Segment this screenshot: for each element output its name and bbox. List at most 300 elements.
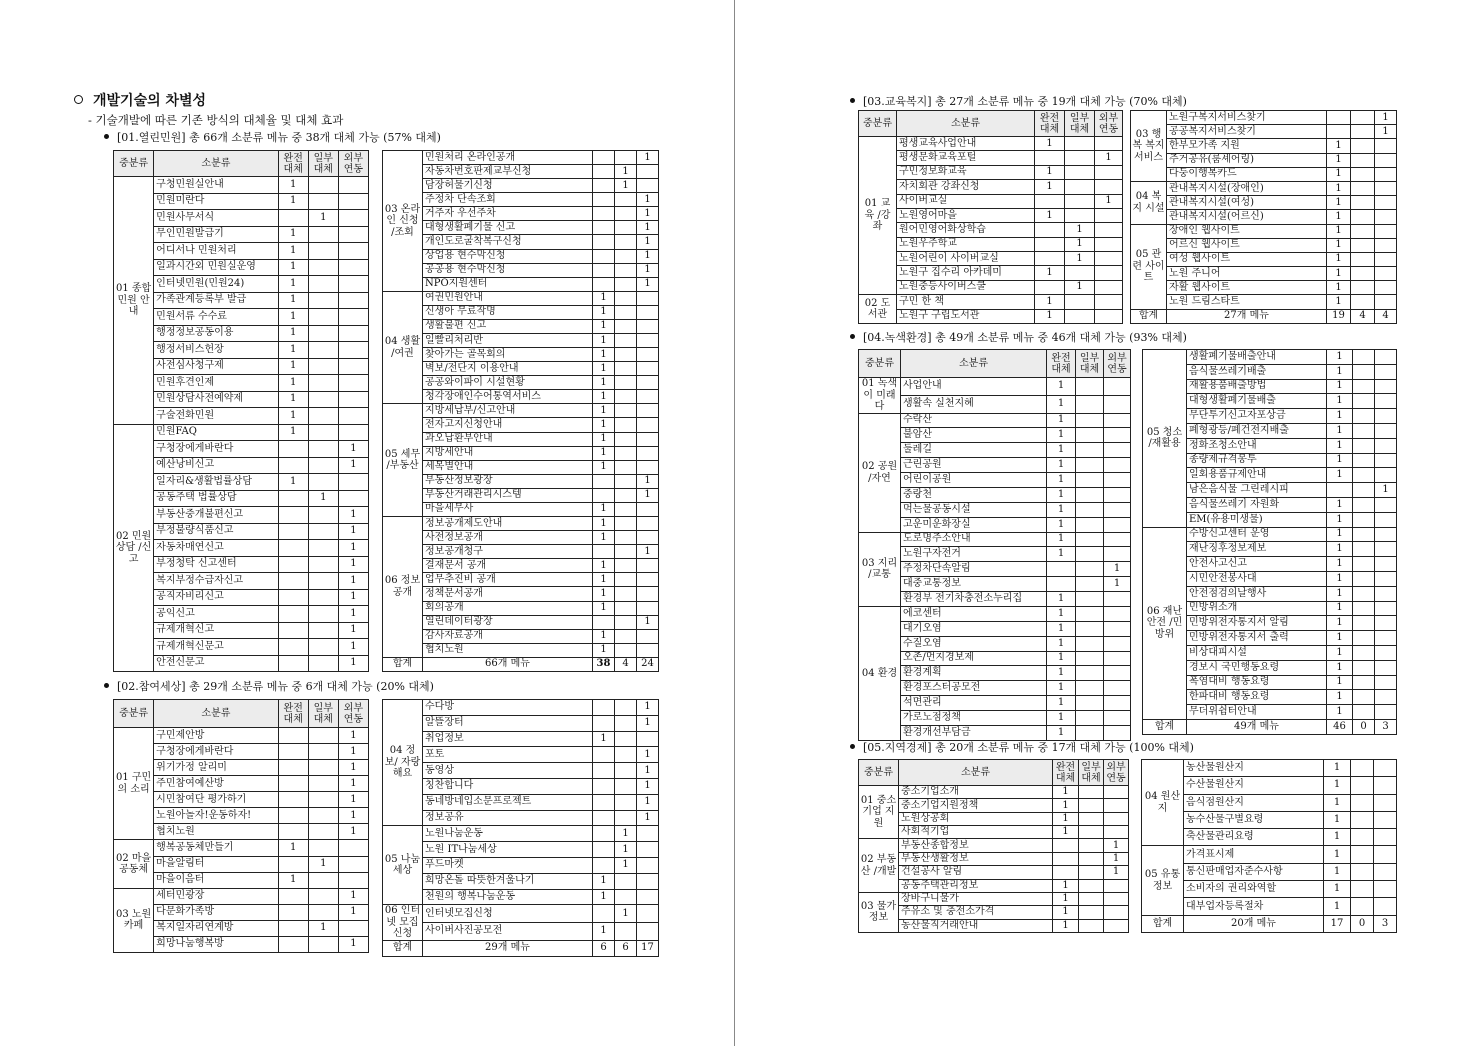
part-cell: [1079, 839, 1104, 852]
full-cell: 1: [1327, 705, 1353, 720]
item-cell: 대형생활폐기물 신고: [423, 221, 593, 235]
full-cell: 1: [1327, 350, 1353, 365]
item-cell: 민방위전자통지서 출력: [1187, 631, 1327, 646]
total-full: 6: [593, 940, 615, 956]
page-divider: [734, 0, 735, 1046]
full-cell: 1: [593, 629, 615, 643]
full-cell: 1: [593, 873, 615, 889]
total-ext: 4: [1375, 309, 1397, 323]
part-cell: [308, 358, 338, 375]
part-cell: [615, 810, 637, 826]
item-cell: 노원 주니어: [1167, 267, 1327, 281]
group-cell: 01 교육 /강좌: [859, 137, 897, 295]
full-cell: [593, 207, 615, 221]
full-cell: 1: [1047, 517, 1076, 532]
group-cell: 04 원산지: [1142, 760, 1184, 846]
full-cell: 1: [1053, 919, 1079, 932]
full-cell: 1: [593, 390, 615, 404]
part-cell: [308, 457, 338, 474]
bullet-icon: [104, 134, 109, 139]
part-cell: [1076, 395, 1104, 413]
table-header-row: [114, 151, 369, 177]
ext-cell: [637, 319, 659, 333]
ext-cell: [637, 643, 659, 657]
part-cell: [308, 276, 338, 293]
item-cell: 찾아가는 골목회의: [423, 348, 593, 362]
total-label: 합계: [1131, 309, 1167, 323]
ext-cell: [1375, 181, 1397, 195]
item-cell: 동영상: [423, 763, 593, 779]
part-cell: [1353, 527, 1375, 542]
section-caption: [104, 678, 434, 694]
table-row: [383, 794, 659, 810]
ext-cell: [338, 358, 368, 375]
table-row: [383, 615, 659, 629]
item-cell: 결재문서 공개: [423, 559, 593, 573]
item-cell: 공공와이파이 시설현황: [423, 376, 593, 390]
ext-cell: [637, 573, 659, 587]
full-cell: 1: [1047, 395, 1076, 413]
full-cell: 1: [593, 601, 615, 615]
part-cell: [1353, 586, 1375, 601]
header-full: 완전 대체: [1053, 760, 1079, 786]
item-cell: 규제개혁신문고: [154, 639, 278, 656]
total-row: [383, 940, 659, 956]
part-cell: [1076, 592, 1104, 607]
full-cell: [1035, 237, 1065, 251]
ext-cell: [1375, 252, 1397, 266]
part-cell: [308, 408, 338, 425]
ext-cell: [1104, 458, 1131, 473]
ext-cell: [338, 391, 368, 408]
ext-cell: 1: [338, 824, 368, 840]
full-cell: [278, 655, 308, 672]
table-row: [859, 378, 1131, 396]
table-header-row: [114, 700, 369, 728]
table-row: [1143, 350, 1397, 365]
item-cell: 행정정보공동이용: [154, 325, 278, 342]
ext-cell: 1: [637, 715, 659, 731]
group-cell: 05 세무 /부동산: [383, 404, 423, 517]
ext-cell: [637, 531, 659, 545]
part-cell: [308, 872, 338, 888]
full-cell: 1: [593, 923, 615, 941]
ext-cell: [637, 923, 659, 941]
ext-cell: 1: [1104, 839, 1129, 852]
ext-cell: 1: [637, 615, 659, 629]
header-group: 중분류: [859, 760, 899, 786]
full-cell: [593, 249, 615, 263]
item-cell: 다둥이행복카드: [1167, 167, 1327, 181]
full-cell: 1: [1327, 690, 1353, 705]
full-cell: [278, 824, 308, 840]
ext-cell: [637, 905, 659, 923]
item-cell: 구청장에게바란다: [154, 441, 278, 458]
menu-table-right: [1142, 349, 1397, 735]
part-cell: [615, 474, 637, 488]
full-cell: [278, 888, 308, 904]
item-cell: 민원FAQ: [154, 424, 278, 441]
full-cell: 1: [278, 292, 308, 309]
full-cell: 1: [1047, 651, 1076, 666]
part-cell: [1353, 497, 1375, 512]
full-cell: 1: [1327, 196, 1351, 210]
bullet-icon: [104, 683, 109, 688]
part-cell: [1353, 660, 1375, 675]
part-cell: [1079, 866, 1104, 879]
item-cell: 민원상담사전예약제: [154, 391, 278, 408]
part-cell: [1351, 760, 1374, 777]
table-row: [859, 532, 1131, 547]
item-cell: 환경포스터공모전: [901, 681, 1047, 696]
ext-cell: 1: [338, 441, 368, 458]
table-row: [383, 376, 659, 390]
table-row: [859, 866, 1129, 879]
table-row: [383, 559, 659, 573]
item-cell: 마을이음터: [154, 872, 278, 888]
item-cell: 노원구 구립도서관: [897, 309, 1035, 323]
item-cell: 주민참여예산방: [154, 776, 278, 792]
item-cell: 안전신문고: [154, 655, 278, 672]
total-row: [1143, 719, 1397, 734]
part-cell: [1076, 532, 1104, 547]
table-row: [383, 488, 659, 502]
part-cell: [1076, 547, 1104, 562]
part-cell: [615, 319, 637, 333]
part-cell: [1351, 210, 1375, 224]
full-cell: 1: [1327, 527, 1353, 542]
table-row: [383, 432, 659, 446]
part-cell: [308, 728, 338, 744]
ext-cell: [1104, 621, 1131, 636]
part-cell: [1351, 252, 1375, 266]
table-row: [383, 460, 659, 474]
full-cell: 1: [1324, 794, 1351, 811]
part-cell: [1065, 194, 1095, 208]
ext-cell: [1375, 295, 1397, 309]
part-cell: [308, 424, 338, 441]
item-cell: 천원의 행복나눔운동: [423, 889, 593, 905]
table-row: [383, 810, 659, 826]
part-cell: [308, 523, 338, 540]
part-cell: [615, 873, 637, 889]
item-cell: 석면관리: [901, 696, 1047, 711]
full-cell: 1: [593, 404, 615, 418]
full-cell: [593, 763, 615, 779]
part-cell: [1351, 829, 1374, 846]
section-title: 개발기술의 차별성: [93, 93, 207, 109]
item-cell: 농수산물구별요령: [1184, 811, 1324, 828]
table-row: [859, 280, 1123, 294]
ext-cell: 1: [1375, 483, 1397, 498]
group-cell: 01 종합 민원 안내: [114, 177, 154, 425]
header-ext: 외부 연동: [1104, 350, 1131, 378]
full-cell: 1: [1324, 846, 1351, 863]
ext-cell: [1375, 210, 1397, 224]
full-cell: 1: [1053, 812, 1079, 825]
table-row: [383, 263, 659, 277]
ext-cell: [1104, 606, 1131, 621]
ext-cell: [1104, 906, 1129, 919]
full-cell: 1: [278, 276, 308, 293]
menu-table-right: [382, 699, 659, 957]
group-cell: 04 환경: [859, 606, 901, 740]
item-cell: 관내복지시설(어르신): [1167, 210, 1327, 224]
full-cell: [1327, 111, 1351, 125]
full-cell: [593, 778, 615, 794]
total-full: 19: [1327, 309, 1351, 323]
full-cell: [278, 920, 308, 936]
table-row: [383, 857, 659, 873]
table-row: [383, 826, 659, 842]
full-cell: 1: [1053, 786, 1079, 799]
ext-cell: 1: [637, 545, 659, 559]
circle-bullet-icon: [74, 95, 83, 104]
table-row: [383, 277, 659, 291]
total-ext: 24: [637, 657, 659, 671]
full-cell: 1: [1327, 210, 1351, 224]
ext-cell: [1095, 252, 1123, 266]
item-cell: 음식물쓰레기배출: [1187, 364, 1327, 379]
item-cell: 노원어린이 사이버교실: [897, 252, 1035, 266]
ext-cell: [1104, 696, 1131, 711]
item-cell: 폐형광등/폐건전지배출: [1187, 423, 1327, 438]
item-cell: 사회적기업: [899, 826, 1053, 839]
item-cell: 사전정보공개: [423, 531, 593, 545]
group-cell: 01 중소 기업 지원: [859, 786, 899, 839]
item-cell: 자동차매연신고: [154, 540, 278, 557]
full-cell: 1: [1035, 295, 1065, 309]
item-cell: 일과시간외 민원실운영: [154, 259, 278, 276]
item-cell: 민원사무서식: [154, 210, 278, 227]
sub-text: - 기술개발에 따른 기존 방식의 대체율 및 대체 효과: [88, 113, 344, 127]
full-cell: 1: [1327, 468, 1353, 483]
full-cell: 1: [278, 226, 308, 243]
full-cell: [1035, 280, 1065, 294]
ext-cell: [637, 502, 659, 516]
item-cell: 수다방: [423, 700, 593, 716]
item-cell: 정화조청소안내: [1187, 438, 1327, 453]
part-cell: [308, 936, 338, 952]
ext-cell: 1: [338, 556, 368, 573]
part-cell: [615, 460, 637, 474]
item-cell: 노원영어마을: [897, 208, 1035, 222]
item-cell: 농산물원산지: [1184, 760, 1324, 777]
item-cell: 수락산: [901, 413, 1047, 428]
bullet-icon: [850, 744, 855, 749]
full-cell: [278, 622, 308, 639]
item-cell: 사이버사진공모전: [423, 923, 593, 941]
ext-cell: [1095, 266, 1123, 280]
item-cell: 청각장애인수어통역서비스: [423, 390, 593, 404]
table-row: [383, 362, 659, 376]
total-part: 0: [1351, 915, 1374, 932]
table-row: [859, 919, 1129, 932]
full-cell: 1: [593, 291, 615, 305]
full-cell: [1047, 577, 1076, 592]
item-cell: 생활폐기물배출안내: [1187, 350, 1327, 365]
item-cell: 과오납환부안내: [423, 432, 593, 446]
full-cell: [278, 728, 308, 744]
ext-cell: [637, 305, 659, 319]
part-cell: 1: [1065, 223, 1095, 237]
part-cell: [1065, 295, 1095, 309]
ext-cell: [338, 474, 368, 491]
full-cell: 1: [1035, 165, 1065, 179]
full-cell: 1: [1047, 681, 1076, 696]
ext-cell: 1: [637, 747, 659, 763]
section-caption: [104, 129, 441, 145]
ext-cell: [1375, 196, 1397, 210]
full-cell: 1: [593, 889, 615, 905]
header-ext: 외부 연동: [1104, 760, 1129, 786]
table-row: [859, 799, 1129, 812]
table-row: [1131, 139, 1397, 153]
full-cell: 1: [1047, 443, 1076, 458]
group-cell: 02 마을 공동체: [114, 840, 154, 888]
table-row: [383, 348, 659, 362]
table-row: [383, 319, 659, 333]
full-cell: 1: [1324, 898, 1351, 915]
full-cell: 1: [1327, 586, 1353, 601]
item-cell: 구민 한 책: [897, 295, 1035, 309]
ext-cell: [1374, 760, 1397, 777]
item-cell: 오존/먼지경보제: [901, 651, 1047, 666]
item-cell: 규제개혁신고: [154, 622, 278, 639]
table-row: [383, 334, 659, 348]
item-cell: 축산물관리요령: [1184, 829, 1324, 846]
ext-cell: [338, 840, 368, 856]
ext-cell: 1: [338, 776, 368, 792]
item-cell: 구술전화민원: [154, 408, 278, 425]
full-cell: [593, 151, 615, 165]
ext-cell: 1: [338, 639, 368, 656]
menu-table-left: [113, 150, 369, 672]
full-cell: 1: [1035, 137, 1065, 151]
part-cell: [1079, 812, 1104, 825]
full-cell: [593, 810, 615, 826]
ext-cell: 1: [637, 474, 659, 488]
part-cell: [308, 744, 338, 760]
ext-cell: [1374, 777, 1397, 794]
header-item: 소분류: [897, 111, 1035, 137]
item-cell: EM(유용미생물): [1187, 512, 1327, 527]
caption-text: [05.지역경제] 총 20개 소분류 메뉴 중 17개 대체 가능 (100% 대체): [863, 741, 1194, 754]
table-row: [383, 151, 659, 165]
part-cell: 1: [1065, 237, 1095, 251]
full-cell: 1: [1053, 826, 1079, 839]
group-cell: 01 구민의 소리: [114, 728, 154, 840]
caption-text: [01.열린민원] 총 66개 소분류 메뉴 중 38개 대체 가능 (57% 대체): [117, 131, 441, 144]
item-cell: 소비자의 권리와역할: [1184, 881, 1324, 898]
full-cell: 1: [593, 517, 615, 531]
table-row: [859, 194, 1123, 208]
item-cell: 벽보/전단지 이용안내: [423, 362, 593, 376]
ext-cell: [1104, 812, 1129, 825]
header-ext: 외부 연동: [1095, 111, 1123, 137]
part-cell: [1351, 794, 1374, 811]
table-row: [114, 728, 369, 744]
group-cell: 06 정보 공개: [383, 517, 423, 658]
ext-cell: [1104, 879, 1129, 892]
item-cell: 노원 드림스타트: [1167, 295, 1327, 309]
part-cell: [615, 249, 637, 263]
table-row: [859, 266, 1123, 280]
full-cell: 1: [1327, 601, 1353, 616]
item-cell: 환경부 전기차충전소누리집: [901, 592, 1047, 607]
item-cell: 푸드마켓: [423, 857, 593, 873]
item-cell: 민방위전자통지서 알림: [1187, 616, 1327, 631]
part-cell: [1351, 881, 1374, 898]
item-cell: 취업정보: [423, 731, 593, 747]
full-cell: 1: [1047, 725, 1076, 740]
ext-cell: [1375, 453, 1397, 468]
full-cell: 1: [1035, 180, 1065, 194]
ext-cell: [1375, 542, 1397, 557]
full-cell: 1: [1327, 167, 1351, 181]
item-cell: 안전점검의날행사: [1187, 586, 1327, 601]
ext-cell: [1104, 892, 1129, 905]
full-cell: [1035, 194, 1065, 208]
ext-cell: 1: [338, 622, 368, 639]
table-row: [859, 237, 1123, 251]
ext-cell: [1374, 898, 1397, 915]
item-cell: 공동주택 법률상담: [154, 490, 278, 507]
full-cell: 1: [1327, 394, 1353, 409]
table-row: [383, 517, 659, 531]
item-cell: 자동차번호판제교부신청: [423, 165, 593, 179]
part-cell: [1079, 879, 1104, 892]
table-row: [383, 643, 659, 657]
ext-cell: [637, 334, 659, 348]
part-cell: [1351, 196, 1375, 210]
full-cell: 1: [1324, 829, 1351, 846]
ext-cell: [1375, 586, 1397, 601]
part-cell: [308, 177, 338, 194]
part-cell: [308, 375, 338, 392]
table-row: [383, 193, 659, 207]
item-cell: 생활불편 신고: [423, 319, 593, 333]
part-cell: [1065, 180, 1095, 194]
full-cell: [278, 540, 308, 557]
menu-table-right: [1130, 110, 1397, 324]
full-cell: [278, 760, 308, 776]
part-cell: [308, 622, 338, 639]
full-cell: 1: [1327, 281, 1351, 295]
ext-cell: [1104, 651, 1131, 666]
item-cell: 안전사고신고: [1187, 557, 1327, 572]
group-cell: 02 도서관: [859, 295, 897, 324]
header-part: 일부 대체: [308, 151, 338, 177]
item-cell: 민방위소개: [1187, 601, 1327, 616]
item-cell: 정책문서공개: [423, 587, 593, 601]
part-cell: [615, 277, 637, 291]
table-row: [1131, 167, 1397, 181]
ext-cell: [338, 226, 368, 243]
part-cell: [1351, 267, 1375, 281]
ext-cell: 1: [338, 808, 368, 824]
table-row: [859, 165, 1123, 179]
menu-table-right: [382, 150, 659, 672]
ext-cell: [637, 418, 659, 432]
ext-cell: [1104, 547, 1131, 562]
full-cell: 1: [1047, 606, 1076, 621]
part-cell: 1: [615, 826, 637, 842]
full-cell: 1: [1327, 409, 1353, 424]
part-cell: [1076, 606, 1104, 621]
full-cell: 1: [593, 334, 615, 348]
ext-cell: [1375, 557, 1397, 572]
